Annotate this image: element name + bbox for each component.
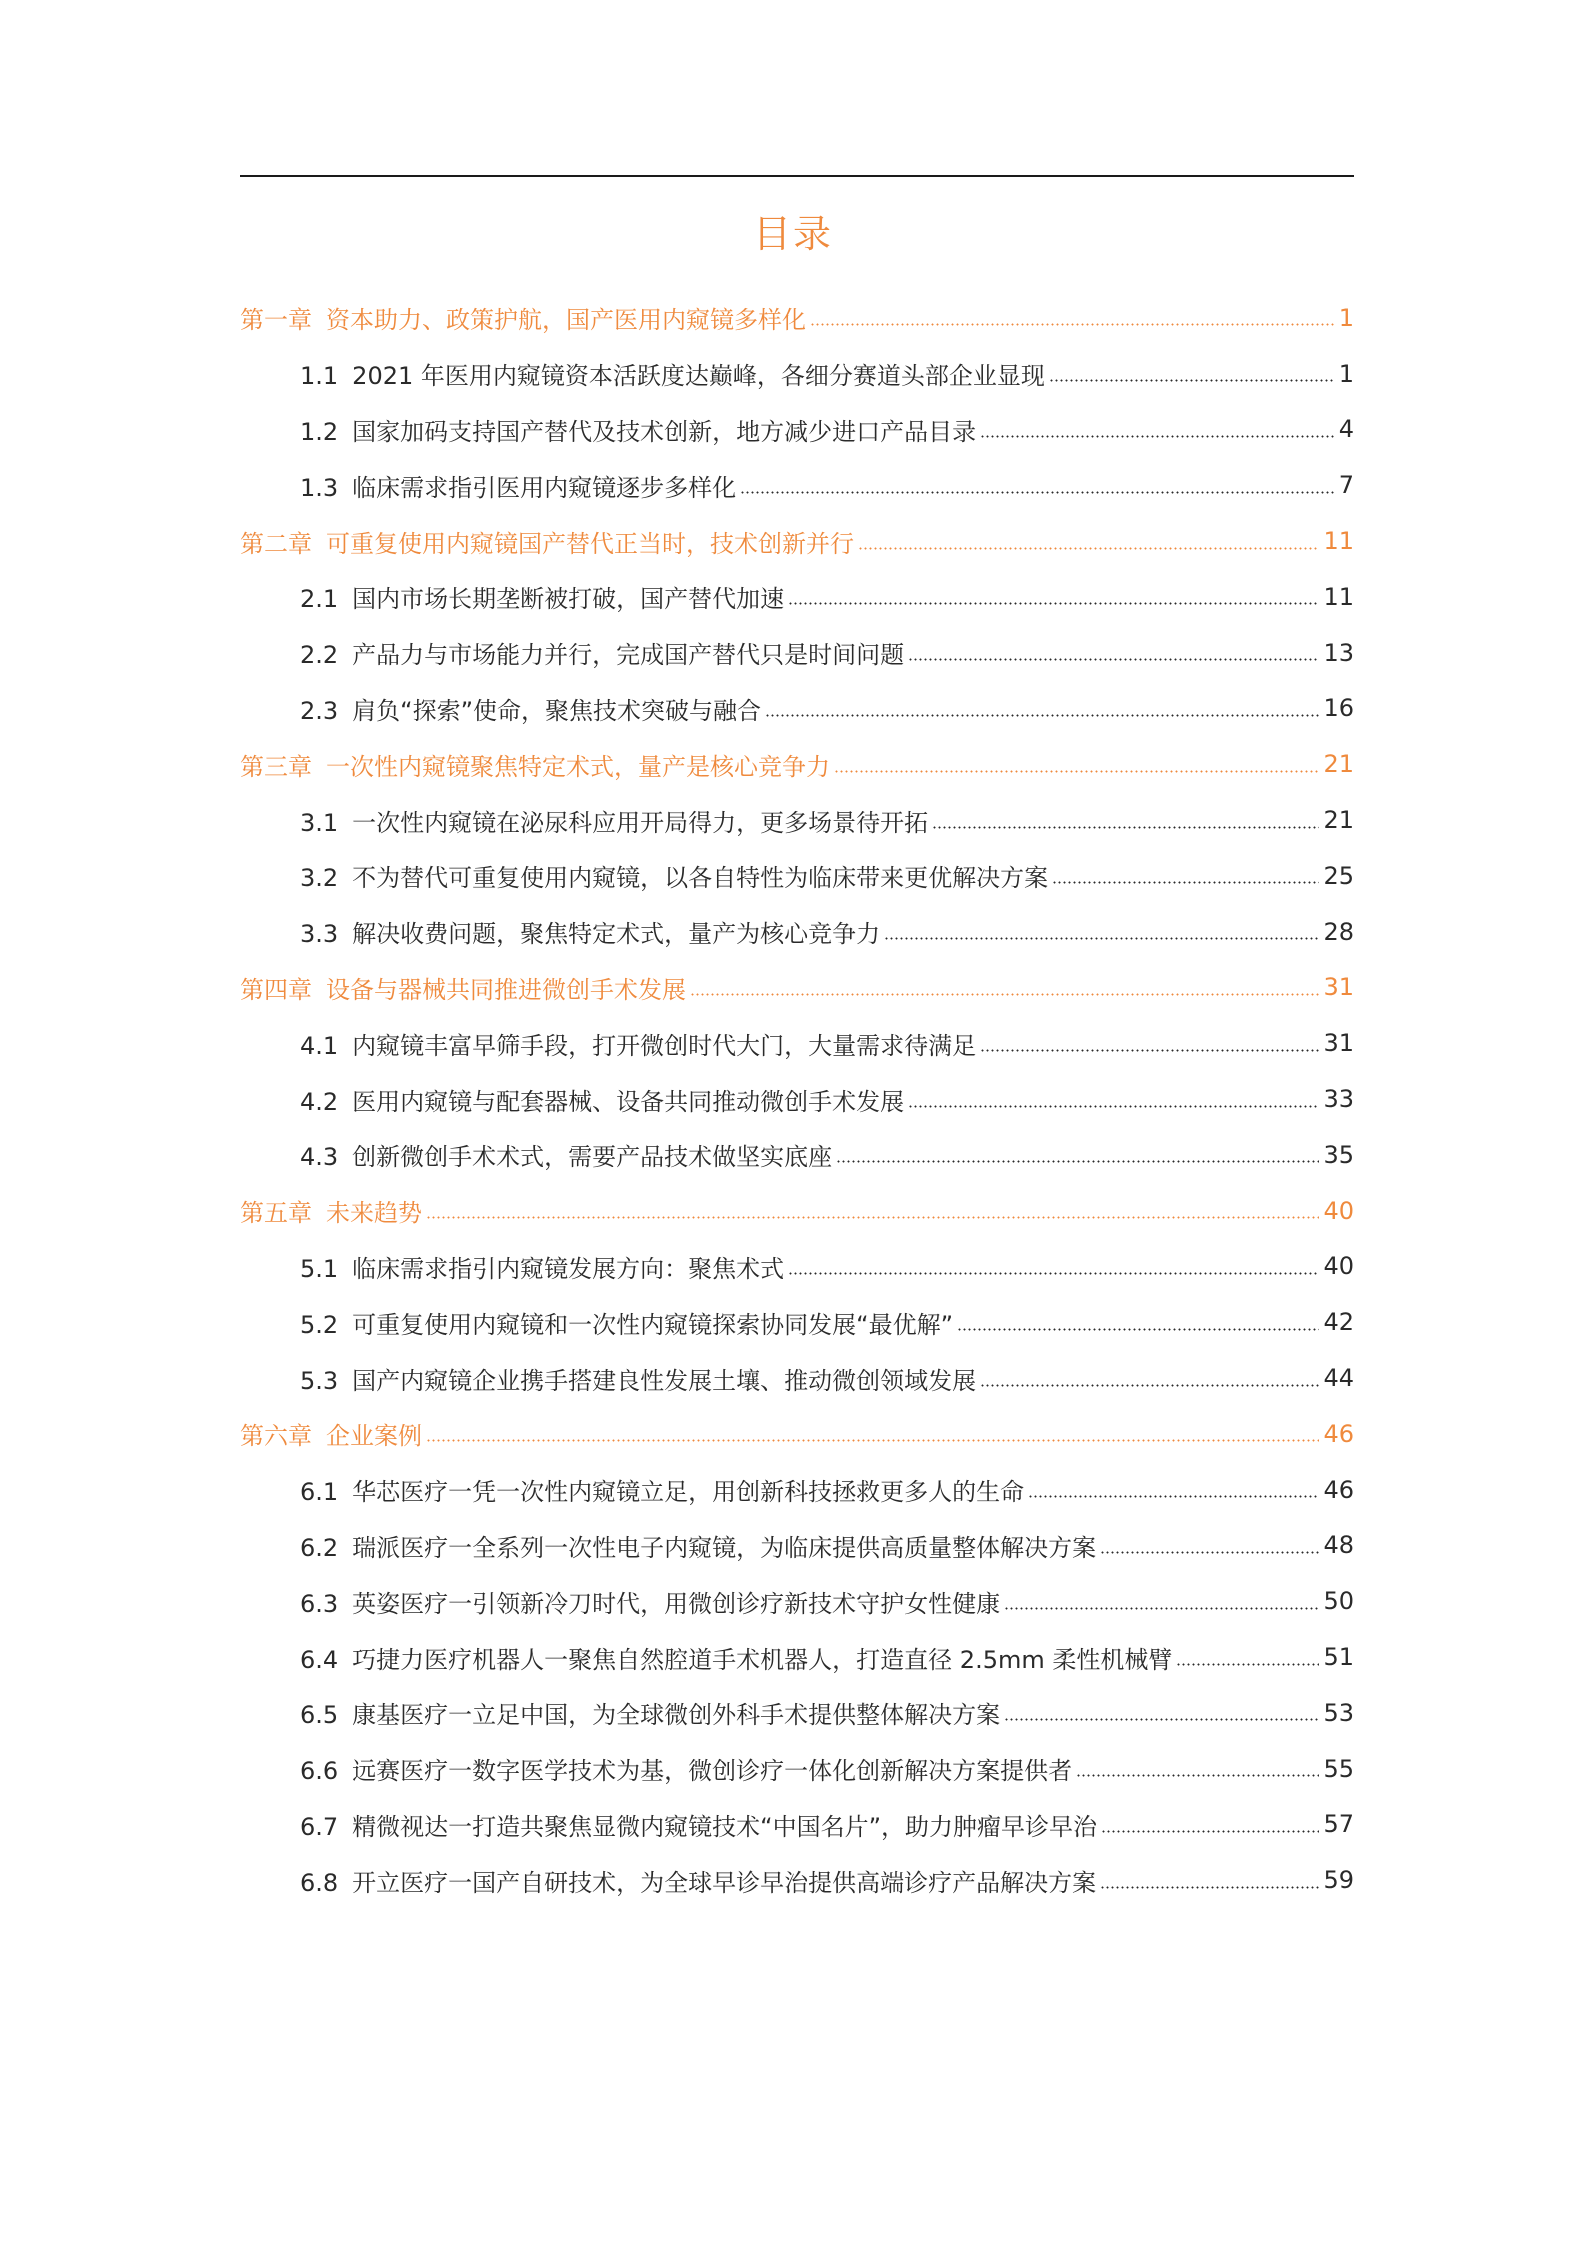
toc-entry-text: 国内市场长期垄断被打破，国产替代加速: [352, 585, 785, 614]
toc-entry-text: 国家加码支持国产替代及技术创新，地方减少进口产品目录: [352, 417, 977, 446]
dot-leader: [810, 323, 1335, 326]
dot-leader: [932, 826, 1319, 829]
toc-entry-text: 产品力与市场能力并行，完成国产替代只是时间问题: [352, 641, 905, 670]
toc-page-number: 40: [1323, 1196, 1354, 1225]
toc-entry-number: 4.1: [300, 1031, 339, 1060]
toc-entry-title: [300, 1640, 1172, 1675]
toc-entry-text: 未来趋势: [326, 1199, 422, 1228]
toc-section-entry[interactable]: [240, 1741, 1354, 1797]
toc-entry-number: 第四章: [240, 975, 312, 1004]
dot-leader: [858, 547, 1319, 550]
toc-entry-title: [300, 579, 784, 614]
toc-page-number: 33: [1323, 1085, 1354, 1114]
toc-entry-title: [240, 524, 854, 559]
dot-leader: [1176, 1663, 1319, 1666]
page-title: 目录: [752, 212, 833, 256]
toc-entry-text: 精微视达一打造共聚焦显微内窥镜技术“中国名片”，助力肿瘤早诊早治: [352, 1812, 1098, 1841]
toc-entry-text: 巧捷力医疗机器人一聚焦自然腔道手术机器人，打造直径 2.5mm 柔性机械臂: [352, 1645, 1173, 1674]
toc-entry-number: 2.2: [300, 641, 339, 670]
toc-entry-number: 2.3: [300, 696, 339, 725]
toc-entry-text: 解决收费问题，聚焦特定术式，量产为核心竞争力: [352, 920, 881, 949]
toc-entry-title: [300, 1528, 1096, 1563]
toc-page-number: 59: [1323, 1866, 1354, 1895]
dot-leader: [836, 1160, 1319, 1163]
dot-leader: [980, 1049, 1319, 1052]
toc-entry-title: [240, 1416, 422, 1451]
table-of-contents: [240, 290, 1354, 1908]
toc-section-entry[interactable]: [240, 569, 1354, 625]
toc-entry-text: 华芯医疗一凭一次性内窥镜立足，用创新科技拯救更多人的生命: [352, 1478, 1025, 1507]
toc-entry-text: 创新微创手术术式，需要产品技术做坚实底座: [352, 1143, 833, 1172]
toc-entry-number: 6.8: [300, 1868, 339, 1897]
toc-chapter-entry[interactable]: [240, 1183, 1354, 1239]
toc-page-number: 50: [1323, 1587, 1354, 1616]
dot-leader: [788, 602, 1319, 605]
toc-entry-number: 3.1: [300, 808, 339, 837]
toc-chapter-entry[interactable]: [240, 1406, 1354, 1462]
toc-entry-number: 第六章: [240, 1422, 312, 1451]
toc-entry-title: [300, 1584, 1000, 1619]
toc-entry-number: 3.3: [300, 920, 339, 949]
dot-leader: [908, 1105, 1319, 1108]
toc-page-number: 1: [1338, 359, 1354, 388]
toc-chapter-entry[interactable]: [240, 290, 1354, 346]
dot-leader: [1100, 1886, 1319, 1889]
toc-section-entry[interactable]: [240, 625, 1354, 681]
dot-leader: [788, 1272, 1319, 1275]
toc-entry-title: [300, 914, 880, 949]
toc-entry-title: [300, 1807, 1097, 1842]
toc-entry-number: 6.6: [300, 1757, 339, 1786]
toc-entry-title: [300, 1751, 1072, 1786]
toc-entry-text: 瑞派医疗一全系列一次性电子内窥镜，为临床提供高质量整体解决方案: [352, 1533, 1097, 1562]
toc-entry-title: [300, 356, 1045, 391]
toc-entry-text: 企业案例: [326, 1422, 422, 1451]
dot-leader: [740, 491, 1335, 494]
toc-entry-number: 1.1: [300, 362, 339, 391]
dot-leader: [426, 1216, 1319, 1219]
toc-section-entry[interactable]: [240, 1518, 1354, 1574]
toc-entry-text: 国产内窥镜企业携手搭建良性发展土壤、推动微创领域发展: [352, 1366, 977, 1395]
toc-entry-title: [300, 1249, 784, 1284]
toc-page-number: 28: [1323, 917, 1354, 946]
toc-entry-text: 开立医疗一国产自研技术，为全球早诊早治提供高端诊疗产品解决方案: [352, 1868, 1097, 1897]
toc-section-entry[interactable]: [240, 1629, 1354, 1685]
toc-entry-title: [300, 1695, 1000, 1730]
toc-page-number: 31: [1323, 973, 1354, 1002]
toc-entry-title: [300, 1361, 976, 1396]
dot-leader: [834, 770, 1319, 773]
toc-entry-title: [300, 1472, 1024, 1507]
toc-section-entry[interactable]: [240, 848, 1354, 904]
toc-page-number: 13: [1323, 638, 1354, 667]
toc-page-number: 44: [1323, 1364, 1354, 1393]
toc-entry-number: 第二章: [240, 529, 312, 558]
dot-leader: [1004, 1607, 1319, 1610]
toc-page-number: 7: [1338, 471, 1354, 500]
toc-section-entry[interactable]: [240, 1239, 1354, 1295]
toc-page-number: 55: [1323, 1754, 1354, 1783]
toc-page-number: 11: [1323, 527, 1354, 556]
toc-entry-number: 第五章: [240, 1199, 312, 1228]
toc-entry-title: [300, 1137, 832, 1172]
dot-leader: [884, 937, 1319, 940]
toc-entry-number: 第一章: [240, 306, 312, 335]
toc-entry-title: [300, 468, 736, 503]
dot-leader: [1076, 1774, 1319, 1777]
toc-section-entry[interactable]: [240, 1350, 1354, 1406]
toc-entry-number: 第三章: [240, 752, 312, 781]
toc-entry-text: 设备与器械共同推进微创手术发展: [326, 975, 686, 1004]
toc-entry-text: 康基医疗一立足中国，为全球微创外科手术提供整体解决方案: [352, 1701, 1001, 1730]
toc-entry-number: 4.3: [300, 1143, 339, 1172]
toc-entry-title: [240, 1193, 422, 1228]
dot-leader: [1049, 379, 1335, 382]
toc-entry-text: 2021 年医用内窥镜资本活跃度达巅峰，各细分赛道头部企业显现: [352, 362, 1045, 391]
toc-section-entry[interactable]: [240, 904, 1354, 960]
toc-entry-number: 2.1: [300, 585, 339, 614]
toc-page-number: 46: [1323, 1419, 1354, 1448]
toc-page-number: 57: [1323, 1810, 1354, 1839]
dot-leader: [426, 1439, 1319, 1442]
dot-leader: [765, 714, 1319, 717]
toc-page-number: 16: [1323, 694, 1354, 723]
toc-entry-text: 临床需求指引内窥镜发展方向：聚焦术式: [352, 1254, 785, 1283]
dot-leader: [1101, 1830, 1319, 1833]
toc-entry-title: [240, 970, 686, 1005]
toc-entry-text: 医用内窥镜与配套器械、设备共同推动微创手术发展: [352, 1087, 905, 1116]
dot-leader: [1100, 1551, 1319, 1554]
toc-entry-title: [300, 1026, 976, 1061]
toc-page-number: 46: [1323, 1475, 1354, 1504]
toc-entry-number: 1.2: [300, 417, 339, 446]
toc-entry-number: 6.3: [300, 1589, 339, 1618]
toc-entry-title: [300, 691, 761, 726]
toc-entry-number: 6.4: [300, 1645, 339, 1674]
toc-section-entry[interactable]: [240, 681, 1354, 737]
toc-page-number: 35: [1323, 1140, 1354, 1169]
toc-entry-text: 一次性内窥镜在泌尿科应用开局得力，更多场景待开拓: [352, 808, 929, 837]
toc-entry-text: 一次性内窥镜聚焦特定术式，量产是核心竞争力: [326, 752, 830, 781]
toc-entry-title: [300, 1305, 953, 1340]
toc-entry-text: 可重复使用内窥镜国产替代正当时，技术创新并行: [326, 529, 854, 558]
toc-entry-title: [300, 1863, 1096, 1898]
dot-leader: [1052, 881, 1319, 884]
toc-entry-text: 远赛医疗一数字医学技术为基，微创诊疗一体化创新解决方案提供者: [352, 1757, 1073, 1786]
toc-entry-number: 6.7: [300, 1812, 339, 1841]
toc-section-entry[interactable]: [240, 1015, 1354, 1071]
toc-entry-number: 5.3: [300, 1366, 339, 1395]
toc-entry-title: [300, 635, 904, 670]
toc-page-number: 21: [1323, 806, 1354, 835]
toc-page-number: 21: [1323, 750, 1354, 779]
toc-page-number: 51: [1323, 1643, 1354, 1672]
toc-entry-title: [300, 412, 976, 447]
toc-entry-text: 临床需求指引医用内窥镜逐步多样化: [352, 473, 737, 502]
toc-chapter-entry[interactable]: [240, 960, 1354, 1016]
toc-section-entry[interactable]: [240, 1797, 1354, 1853]
toc-section-entry[interactable]: [240, 402, 1354, 458]
dot-leader: [980, 1384, 1319, 1387]
toc-entry-text: 可重复使用内窥镜和一次性内窥镜探索协同发展“最优解”: [352, 1310, 954, 1339]
toc-page-number: 4: [1338, 415, 1354, 444]
toc-entry-title: [300, 803, 928, 838]
dot-leader: [1004, 1718, 1319, 1721]
toc-entry-title: [240, 300, 806, 335]
toc-entry-text: 英姿医疗一引领新冷刀时代，用微创诊疗新技术守护女性健康: [352, 1589, 1001, 1618]
toc-entry-number: 6.2: [300, 1533, 339, 1562]
dot-leader: [908, 658, 1319, 661]
toc-entry-text: 内窥镜丰富早筛手段，打开微创时代大门，大量需求待满足: [352, 1031, 977, 1060]
toc-entry-number: 6.1: [300, 1478, 339, 1507]
toc-entry-number: 5.2: [300, 1310, 339, 1339]
header-rule: [240, 175, 1354, 177]
toc-entry-text: 不为替代可重复使用内窥镜，以各自特性为临床带来更优解决方案: [352, 864, 1049, 893]
toc-page-number: 53: [1323, 1698, 1354, 1727]
toc-chapter-entry[interactable]: [240, 736, 1354, 792]
toc-page-number: 48: [1323, 1531, 1354, 1560]
toc-section-entry[interactable]: [240, 346, 1354, 402]
toc-entry-title: [240, 747, 830, 782]
toc-entry-text: 资本助力、政策护航，国产医用内窥镜多样化: [326, 306, 806, 335]
toc-page-number: 42: [1323, 1308, 1354, 1337]
toc-section-entry[interactable]: [240, 1071, 1354, 1127]
toc-entry-title: [300, 1082, 904, 1117]
toc-entry-number: 6.5: [300, 1701, 339, 1730]
toc-section-entry[interactable]: [240, 1127, 1354, 1183]
toc-page-number: 40: [1323, 1252, 1354, 1281]
toc-page-number: 11: [1323, 582, 1354, 611]
toc-section-entry[interactable]: [240, 457, 1354, 513]
toc-section-entry[interactable]: [240, 1462, 1354, 1518]
dot-leader: [957, 1328, 1319, 1331]
toc-section-entry[interactable]: [240, 1852, 1354, 1908]
toc-entry-number: 3.2: [300, 864, 339, 893]
toc-section-entry[interactable]: [240, 1573, 1354, 1629]
toc-section-entry[interactable]: [240, 792, 1354, 848]
toc-page-number: 25: [1323, 861, 1354, 890]
dot-leader: [1028, 1495, 1319, 1498]
toc-entry-number: 4.2: [300, 1087, 339, 1116]
toc-section-entry[interactable]: [240, 1685, 1354, 1741]
dot-leader: [980, 435, 1335, 438]
toc-page-number: 1: [1338, 303, 1354, 332]
toc-entry-number: 5.1: [300, 1254, 339, 1283]
toc-page-number: 31: [1323, 1029, 1354, 1058]
toc-entry-title: [300, 858, 1048, 893]
toc-section-entry[interactable]: [240, 1294, 1354, 1350]
toc-chapter-entry[interactable]: [240, 513, 1354, 569]
dot-leader: [690, 993, 1319, 996]
toc-entry-number: 1.3: [300, 473, 339, 502]
toc-entry-text: 肩负“探索”使命，聚焦技术突破与融合: [352, 696, 762, 725]
